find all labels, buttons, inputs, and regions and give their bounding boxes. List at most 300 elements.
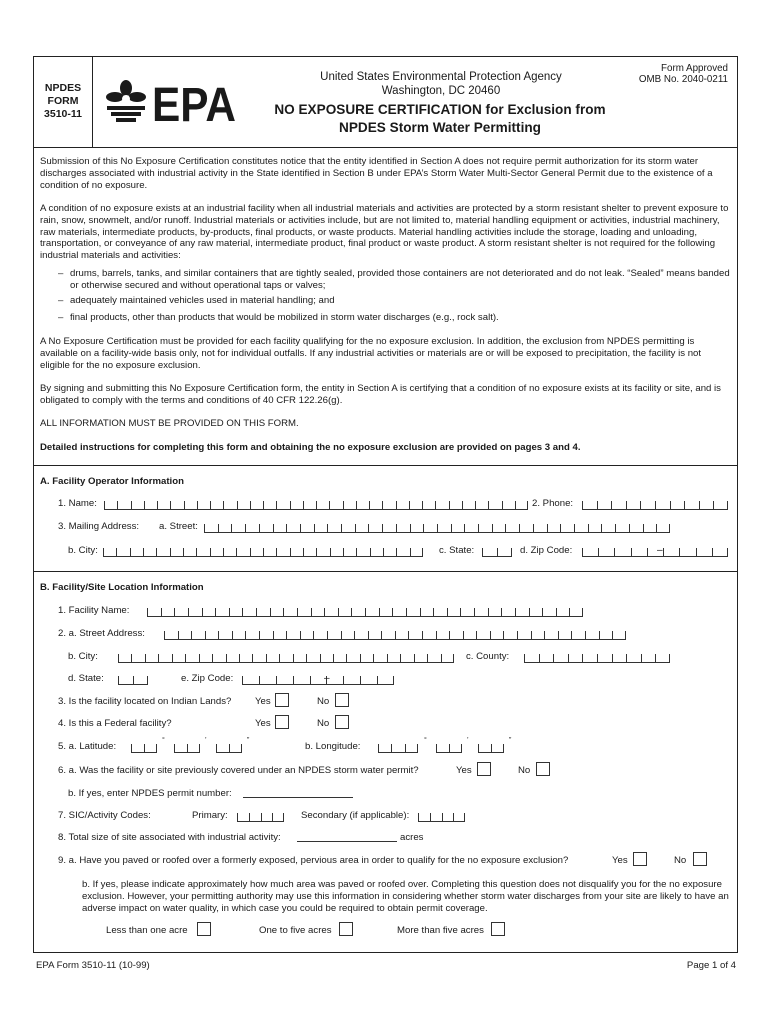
sic-secondary-input[interactable] (418, 810, 465, 822)
character-box (670, 501, 685, 510)
character-box (517, 631, 531, 640)
indian-lands-no-checkbox[interactable] (335, 693, 349, 707)
intro-paragraph-5: ALL INFORMATION MUST BE PROVIDED ON THIS FORM. (40, 418, 299, 429)
longitude-degrees-input[interactable] (378, 741, 418, 753)
character-box (229, 744, 242, 753)
character-box (560, 524, 574, 533)
character-box (216, 744, 229, 753)
prior-permit-no-checkbox[interactable] (536, 762, 550, 776)
operator-zip-input[interactable] (582, 545, 728, 557)
character-box (505, 524, 519, 533)
operator-state-label: c. State: (439, 545, 475, 556)
character-box (713, 501, 728, 510)
character-box (283, 608, 297, 617)
character-box (585, 631, 599, 640)
character-box (503, 631, 517, 640)
character-box (396, 524, 410, 533)
character-box (542, 608, 556, 617)
character-box (316, 548, 329, 557)
character-box (229, 608, 243, 617)
character-box (462, 501, 475, 510)
character-box (131, 744, 144, 753)
prior-permit-yes-checkbox[interactable] (477, 762, 491, 776)
acres-label: acres (400, 832, 424, 843)
character-box (422, 631, 436, 640)
character-box (300, 631, 314, 640)
character-box (400, 654, 413, 663)
character-box (497, 548, 512, 557)
zip-hyphen: – (324, 673, 330, 684)
more-than-five-acres-label: More than five acres (397, 925, 484, 936)
character-box (643, 524, 657, 533)
character-box (346, 654, 359, 663)
indian-lands-no-label: No (317, 696, 330, 707)
character-box (242, 608, 256, 617)
character-box (327, 631, 341, 640)
character-box (597, 501, 612, 510)
paved-yes-checkbox[interactable] (633, 852, 647, 866)
facility-zip-input[interactable] (242, 673, 394, 685)
operator-zip-label: d. Zip Code: (520, 545, 573, 556)
character-box (696, 548, 712, 557)
character-box (612, 631, 626, 640)
character-box (356, 548, 369, 557)
character-box (116, 548, 129, 557)
mailing-address-label: 3. Mailing Address: (58, 521, 140, 532)
epa-logo (104, 79, 236, 132)
character-box (392, 608, 406, 617)
character-box (474, 608, 488, 617)
operator-street-label: a. Street: (159, 521, 198, 532)
character-box (588, 524, 602, 533)
federal-yes-checkbox[interactable] (275, 715, 289, 729)
character-box (373, 654, 386, 663)
character-box (250, 548, 263, 557)
character-box (330, 548, 343, 557)
character-box (406, 608, 420, 617)
character-box (303, 501, 316, 510)
character-box (157, 501, 170, 510)
character-box (329, 501, 342, 510)
prior-permit-yes-label: Yes (456, 765, 472, 776)
character-box (252, 654, 265, 663)
character-box (333, 654, 346, 663)
character-box (313, 631, 327, 640)
character-box (712, 548, 728, 557)
character-box (488, 608, 502, 617)
character-box (293, 676, 310, 685)
second-symbol: ” (247, 737, 250, 744)
character-box (131, 501, 144, 510)
character-box (249, 813, 261, 822)
character-box (210, 501, 223, 510)
character-box (442, 813, 454, 822)
sic-primary-label: Primary: (192, 810, 228, 821)
character-box (276, 548, 289, 557)
latitude-degrees-input[interactable] (131, 741, 157, 753)
character-box (306, 654, 319, 663)
character-box (502, 501, 515, 510)
character-box (430, 813, 442, 822)
character-box (365, 608, 379, 617)
character-box (237, 501, 250, 510)
character-box (423, 524, 437, 533)
character-box (410, 548, 423, 557)
character-box (501, 608, 515, 617)
paved-no-label: No (674, 855, 687, 866)
latitude-label: 5. a. Latitude: (58, 741, 117, 752)
character-box (614, 548, 630, 557)
character-box (226, 654, 239, 663)
character-box (391, 744, 404, 753)
character-box (320, 654, 333, 663)
character-box (202, 608, 216, 617)
facility-city-input[interactable] (118, 651, 454, 663)
character-box (598, 548, 614, 557)
character-box (191, 631, 205, 640)
character-box (239, 654, 252, 663)
character-box (447, 608, 461, 617)
character-box (276, 676, 293, 685)
character-box (178, 631, 192, 640)
character-box (476, 631, 490, 640)
character-box (655, 654, 670, 663)
character-box (360, 676, 377, 685)
character-box (223, 548, 236, 557)
character-box (199, 654, 212, 663)
intro-paragraph-6: Detailed instructions for completing this form and obtaining the no exposure exclusion are provided on pages 3 and 4. (40, 442, 581, 453)
character-box (237, 813, 249, 822)
character-box (355, 524, 369, 533)
character-box (463, 631, 477, 640)
character-box (582, 501, 597, 510)
character-box (381, 631, 395, 640)
prior-permit-question: 6. a. Was the facility or site previously covered under an NPDES storm water permit? (58, 765, 419, 776)
character-box (223, 501, 236, 510)
character-box (558, 631, 572, 640)
character-box (409, 501, 422, 510)
character-box (300, 524, 314, 533)
character-box (568, 654, 583, 663)
character-box (464, 524, 478, 533)
character-box (382, 501, 395, 510)
character-box (324, 608, 338, 617)
character-box (174, 608, 188, 617)
operator-city-label: b. City: (68, 545, 98, 556)
paved-no-checkbox[interactable] (693, 852, 707, 866)
character-box (188, 608, 202, 617)
prior-permit-no-label: No (518, 765, 531, 776)
page-number: Page 1 of 4 (686, 960, 736, 971)
character-box (145, 654, 158, 663)
operator-phone-input[interactable] (582, 498, 728, 510)
character-box (256, 608, 270, 617)
character-box (556, 608, 570, 617)
character-box (185, 654, 198, 663)
character-box (273, 524, 287, 533)
character-box (631, 548, 647, 557)
character-box (341, 524, 355, 533)
character-box (231, 524, 245, 533)
more-than-five-acres-checkbox[interactable] (491, 922, 505, 936)
character-box (383, 548, 396, 557)
character-box (250, 501, 263, 510)
character-box (418, 813, 430, 822)
character-box (437, 524, 451, 533)
character-box (377, 676, 394, 685)
facility-state-input[interactable] (118, 673, 148, 685)
character-box (183, 548, 196, 557)
epa-logo-text: EPA (152, 79, 236, 132)
character-box (343, 501, 356, 510)
character-box (293, 654, 306, 663)
character-box (215, 608, 229, 617)
site-size-input[interactable] (297, 832, 397, 842)
character-box (170, 501, 183, 510)
paved-area-explanation: b. If yes, please indicate approximately how much area was paved or roofed over. Completing this question does not disqualify you for the no exposure exclusion. However, your permitting authority may use this information in considering whether storm water discharges from your site are likely to have an adverse impact on water quality, in which case you could be required to obtain permit coverage. (82, 879, 729, 914)
facility-zip-label: e. Zip Code: (181, 673, 234, 684)
character-box (422, 501, 435, 510)
character-box (210, 548, 223, 557)
character-box (184, 501, 197, 510)
longitude-label: b. Longitude: (305, 741, 361, 752)
character-box (242, 676, 259, 685)
sic-primary-input[interactable] (237, 810, 284, 822)
character-box (130, 548, 143, 557)
list-item: – drums, barrels, tanks, and similar containers that are tightly sealed, provided those containers are not deteriorated and do not leak. “Sealed” means banded or otherwise secured and without operational taps or valves; (58, 268, 730, 291)
character-box (612, 654, 627, 663)
character-box (118, 676, 133, 685)
character-box (236, 548, 249, 557)
character-box (104, 501, 117, 510)
character-box (158, 654, 171, 663)
character-box (290, 548, 303, 557)
character-box (378, 744, 391, 753)
character-box (531, 631, 545, 640)
character-box (338, 608, 352, 617)
operator-name-input[interactable] (104, 498, 528, 510)
character-box (272, 813, 284, 822)
character-box (187, 744, 200, 753)
permit-number-label: b. If yes, enter NPDES permit number: (68, 788, 232, 799)
character-box (626, 654, 641, 663)
character-box (196, 548, 209, 557)
latitude-seconds-input[interactable] (216, 741, 242, 753)
character-box (435, 501, 448, 510)
sic-codes-label: 7. SIC/Activity Codes: (58, 810, 151, 821)
character-box (433, 608, 447, 617)
character-box (259, 631, 273, 640)
character-box (515, 501, 528, 510)
character-box (174, 744, 187, 753)
character-box (396, 548, 409, 557)
facility-state-label: d. State: (68, 673, 104, 684)
character-box (266, 654, 279, 663)
character-box (599, 631, 613, 640)
character-box (341, 631, 355, 640)
character-box (395, 631, 409, 640)
intro-paragraph-3: A No Exposure Certification must be provided for each facility qualifying for the no exposure exclusion. In addition, the exclusion from NPDES permitting is available on a facility-wide basis only, not for individual outfalls. If any industrial activities or materials are or will be exposed to precipitation, the facility is not eligible for the no exposure exclusion. (40, 336, 702, 371)
character-box (396, 501, 409, 510)
character-box (261, 813, 273, 822)
character-box (571, 631, 585, 640)
character-box (314, 524, 328, 533)
indian-lands-question: 3. Is the facility located on Indian Lands? (58, 696, 232, 707)
indian-lands-yes-label: Yes (255, 696, 271, 707)
list-item: – adequately maintained vehicles used in material handling; and (58, 295, 335, 306)
character-box (387, 654, 400, 663)
character-box (478, 524, 492, 533)
character-box (343, 676, 360, 685)
character-box (453, 813, 465, 822)
paved-question: 9. a. Have you paved or roofed over a formerly exposed, pervious area in order to qualify for the no exposure exclusion? (58, 855, 569, 866)
character-box (491, 744, 504, 753)
facility-name-input[interactable] (147, 605, 583, 617)
character-box (170, 548, 183, 557)
character-box (370, 548, 383, 557)
zip-hyphen: – (657, 545, 663, 556)
character-box (547, 524, 561, 533)
character-box (574, 524, 588, 533)
character-box (408, 631, 422, 640)
form-code: NPDES FORM 3510-11 (44, 82, 82, 120)
character-box (544, 631, 558, 640)
character-box (368, 524, 382, 533)
intro-paragraph-1: Submission of this No Exposure Certification constitutes notice that the entity identified in Section A does not require permit authorization for its storm water discharges associated with industrial activity in the State identified in Section B under EPA’s Storm Water Multi-Sector General Permit due to the existence of a condition of no exposure. (40, 156, 713, 191)
less-than-one-acre-checkbox[interactable] (197, 922, 211, 936)
character-box (369, 501, 382, 510)
operator-state-input[interactable] (482, 545, 512, 557)
character-box (204, 524, 218, 533)
minute-symbol: ’ (205, 737, 207, 744)
character-box (640, 501, 655, 510)
character-box (270, 608, 284, 617)
character-box (615, 524, 629, 533)
character-box (490, 631, 504, 640)
character-box (436, 744, 449, 753)
character-box (259, 524, 273, 533)
character-box (451, 524, 465, 533)
character-box (286, 524, 300, 533)
character-box (311, 608, 325, 617)
operator-street-input[interactable] (204, 521, 670, 533)
character-box (259, 676, 276, 685)
character-box (164, 631, 178, 640)
character-box (133, 676, 148, 685)
character-box (553, 654, 568, 663)
longitude-seconds-input[interactable] (478, 741, 504, 753)
character-box (441, 654, 454, 663)
one-to-five-acres-checkbox[interactable] (339, 922, 353, 936)
character-box (524, 654, 539, 663)
character-box (515, 608, 529, 617)
permit-number-input[interactable] (243, 788, 353, 798)
paved-yes-label: Yes (612, 855, 628, 866)
character-box (297, 608, 311, 617)
intro-paragraph-4: By signing and submitting this No Exposure Certification form, the entity in Section A is certifying that a condition of no exposure exists at its facility or site, and is obligated to comply with the terms and conditions of 40 CFR 122.26(g). (40, 383, 721, 406)
character-box (218, 631, 232, 640)
character-box (582, 654, 597, 663)
character-box (118, 654, 131, 663)
federal-no-label: No (317, 718, 330, 729)
character-box (212, 654, 225, 663)
character-box (144, 744, 157, 753)
section-b-divider (33, 571, 738, 572)
federal-facility-question: 4. Is this a Federal facility? (58, 718, 172, 729)
character-box (529, 608, 543, 617)
omb-approval: Form Approved OMB No. 2040-0211 (638, 63, 728, 85)
degree-symbol: ° (424, 737, 427, 744)
header-divider (33, 147, 738, 148)
facility-street-input[interactable] (164, 628, 626, 640)
character-box (263, 548, 276, 557)
character-box (699, 501, 714, 510)
facility-street-label: 2. a. Street Address: (58, 628, 145, 639)
character-box (601, 524, 615, 533)
character-box (611, 501, 626, 510)
character-box (147, 608, 161, 617)
character-box (533, 524, 547, 533)
section-b-title: B. Facility/Site Location Information (40, 582, 204, 593)
facility-name-label: 1. Facility Name: (58, 605, 130, 616)
character-box (655, 501, 670, 510)
character-box (156, 548, 169, 557)
character-box (354, 631, 368, 640)
facility-county-label: c. County: (466, 651, 510, 662)
indian-lands-yes-checkbox[interactable] (275, 693, 289, 707)
second-symbol: ” (509, 737, 512, 744)
character-box (172, 654, 185, 663)
character-box (539, 654, 554, 663)
character-box (161, 608, 175, 617)
character-box (273, 631, 287, 640)
character-box (117, 501, 130, 510)
character-box (290, 501, 303, 510)
character-box (475, 501, 488, 510)
character-box (679, 548, 695, 557)
character-box (382, 524, 396, 533)
character-box (245, 631, 259, 640)
facility-city-label: b. City: (68, 651, 98, 662)
facility-county-input[interactable] (524, 651, 670, 663)
character-box (218, 524, 232, 533)
operator-name-label: 1. Name: (58, 498, 97, 509)
longitude-minutes-input[interactable] (436, 741, 462, 753)
character-box (519, 524, 533, 533)
character-box (410, 524, 424, 533)
character-box (656, 524, 670, 533)
less-than-one-acre-label: Less than one acre (106, 925, 188, 936)
character-box (343, 548, 356, 557)
character-box (414, 654, 427, 663)
federal-no-checkbox[interactable] (335, 715, 349, 729)
character-box (684, 501, 699, 510)
one-to-five-acres-label: One to five acres (259, 925, 332, 936)
character-box (303, 548, 316, 557)
agency-name: United States Environmental Protection Agency Washington, DC 20460 (320, 71, 562, 97)
character-box (327, 524, 341, 533)
list-item: – final products, other than products that would be mobilized in storm water discharges (e.g., rock salt). (58, 312, 499, 323)
form-title: NO EXPOSURE CERTIFICATION for Exclusion from NPDES Storm Water Permitting (274, 102, 606, 135)
operator-city-input[interactable] (103, 545, 423, 557)
form-code-box (33, 56, 93, 147)
minute-symbol: ’ (467, 737, 469, 744)
character-box (449, 501, 462, 510)
latitude-minutes-input[interactable] (174, 741, 200, 753)
character-box (379, 608, 393, 617)
federal-yes-label: Yes (255, 718, 271, 729)
intro-paragraph-2: A condition of no exposure exists at an industrial facility when all industrial materials and activities are protected by a storm resistant shelter to prevent exposure to rain, snow, snowmelt, and/or runoff. Industrial materials or activities include, but are not limited to, material handling equipment or activities, industrial machinery, raw materials, intermediate products, by-products, final products, or waste products. Material handling activities include the storage, loading and unloading, transportation, or conveyance of any raw material, intermediate product, final product or waste product. A storm resistant shelter is not required for the following industrial materials and activities: (40, 203, 729, 262)
